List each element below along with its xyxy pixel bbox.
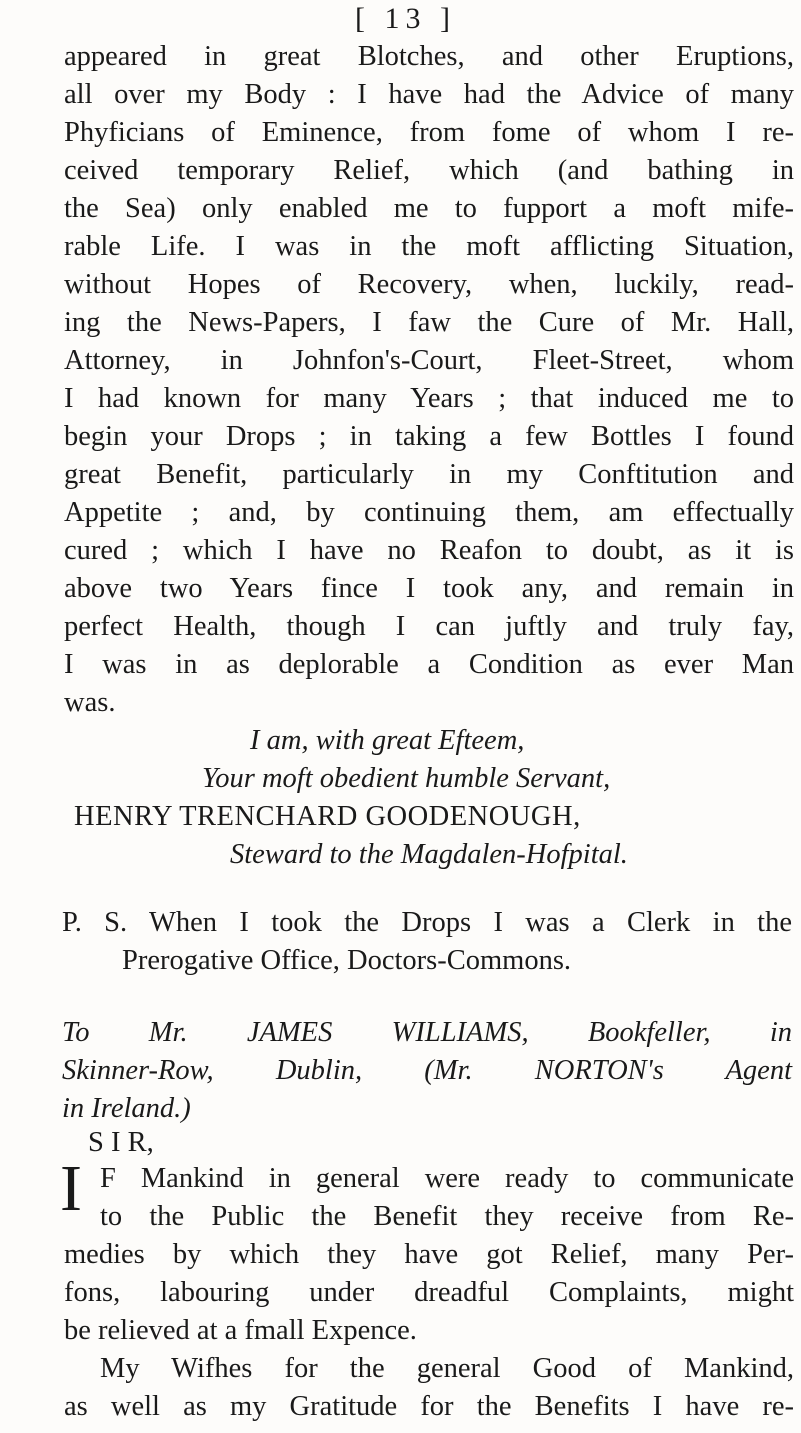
body-line: was. [64,687,116,718]
body-line: appeared in great Blotches, and other Eruptions, [64,41,794,72]
body-line: perfect Health, though I can juftly and truly fay, [64,611,794,642]
ps-line: Prerogative Office, Doctors-Commons. [122,945,572,976]
body-line: to the Public the Benefit they receive from Re- [100,1201,794,1232]
closing-esteem: I am, with great Efteem, [250,725,525,756]
body-line: medies by which they have got Relief, many Per- [64,1239,794,1270]
salutation: S I R, [88,1127,154,1158]
body-line: rable Life. I was in the moft afflicting Situation, [64,231,794,262]
body-line: I was in as deplorable a Condition as ever Man [64,649,794,680]
body-line: great Benefit, particularly in my Conftitution and [64,459,794,490]
drop-cap: I [60,1152,82,1225]
body-line: ceived temporary Relief, which (and bathing in [64,155,794,186]
body-line: Attorney, in Johnfon's-Court, Fleet-Street, whom [64,345,794,376]
letter1-body [64,38,794,722]
body-line: cured ; which I have no Reafon to doubt, as it is [64,535,794,566]
body-line: above two Years fince I took any, and remain in [64,573,794,604]
body-line: F Mankind in general were ready to communicate [100,1163,794,1194]
address-line: Skinner-Row, Dublin, (Mr. NORTON's Agent [62,1055,792,1086]
body-line: begin your Drops ; in taking a few Bottles I found [64,421,794,452]
letter2-body [100,1198,794,1236]
body-line: as well as my Gratitude for the Benefits I have re- [64,1391,794,1422]
body-line: fons, labouring under dreadful Complaints, might [64,1277,794,1308]
signer-title: Steward to the Magdalen-Hofpital. [230,839,628,870]
letter2-body-cont [64,1236,794,1426]
closing-servant: Your moft obedient humble Servant, [202,763,611,794]
address-line: To Mr. JAMES WILLIAMS, Bookfeller, in [62,1017,792,1048]
letter2-address [62,1014,792,1128]
body-line: without Hopes of Recovery, when, luckily, read- [64,269,794,300]
body-line: be relieved at a fmall Expence. [64,1315,417,1346]
ps-line: P. S. When I took the Drops I was a Clerk in the [62,907,792,938]
body-line: My Wifhes for the general Good of Mankind, [100,1353,794,1384]
body-line: all over my Body : I have had the Advice of many [64,79,794,110]
postscript [62,904,792,980]
signature: HENRY TRENCHARD GOODENOUGH, [74,801,581,832]
body-line: ing the News-Papers, I faw the Cure of Mr. Hall, [64,307,794,338]
body-line: Appetite ; and, by continuing them, am effectually [64,497,794,528]
body-line: Phyficians of Eminence, from fome of whom I re- [64,117,794,148]
page-number: [ 13 ] [355,2,456,35]
address-line: in Ireland.) [62,1093,191,1124]
body-line: the Sea) only enabled me to fupport a moft mife- [64,193,794,224]
body-line: I had known for many Years ; that induced me to [64,383,794,414]
